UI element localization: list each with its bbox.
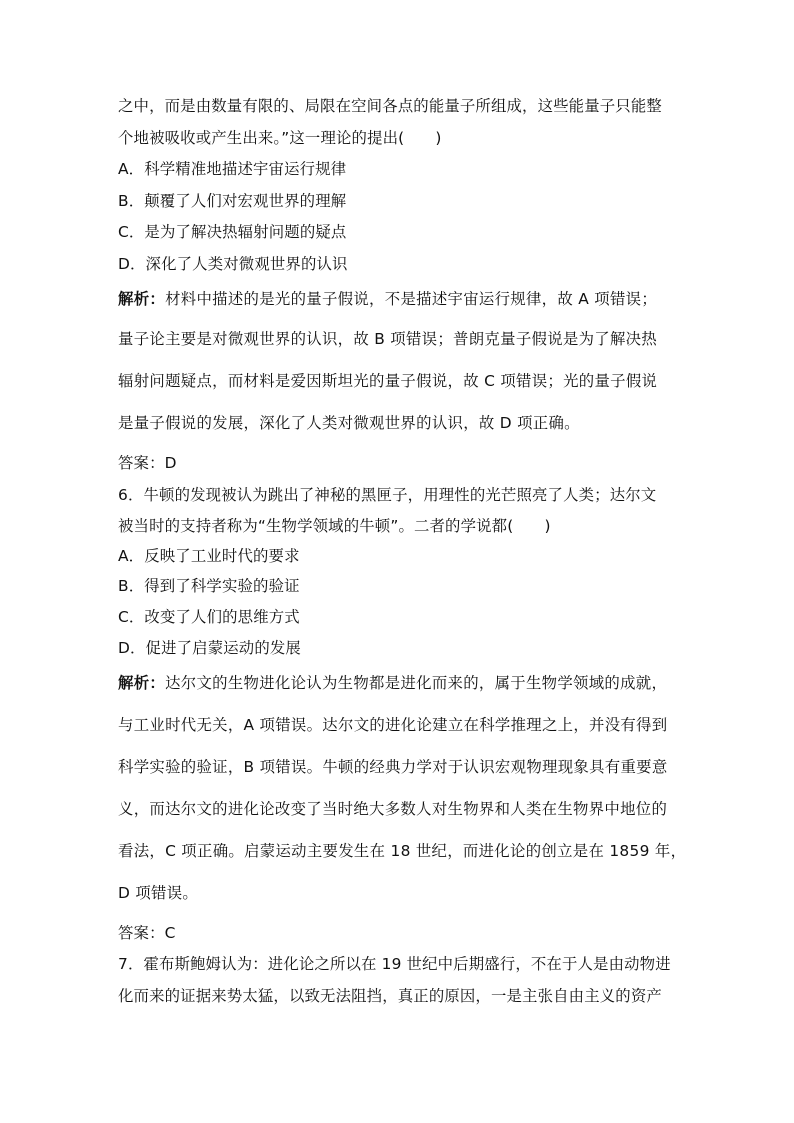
q5-explanation-label: 解析： [118,290,166,308]
q6-explanation-label: 解析： [118,674,166,692]
q6-option-a: A．反映了工业时代的要求 [118,547,300,565]
q5-explanation-line-1 [118,288,680,310]
q6-explanation-line-5: 看法，C 项正确。启蒙运动主要发生在 18 世纪，而进化论的创立是在 1859 年， [118,842,687,860]
q6-explanation-line-2: 与工业时代无关，A 项错误。达尔文的进化论建立在科学推理之上，并没有得到 [118,716,668,734]
q6-stem-line-2: 被当时的支持者称为“生物学领域的牛顿”。二者的学说都( ) [118,517,551,535]
q5-option-d: D．深化了人类对微观世界的认识 [118,255,348,273]
q6-explanation-line-6: D 项错误。 [118,884,199,902]
q7-stem-line-1: 7．霍布斯鲍姆认为：进化论之所以在 19 世纪中后期盛行，不在于人是由动物进 [118,955,671,973]
q5-explanation-line-4: 是量子假说的发展，深化了人类对微观世界的认识，故 D 项正确。 [118,414,580,432]
q5-explanation-text-1: 材料中描述的是光的量子假说，不是描述宇宙运行规律，故 A 项错误； [165,290,658,308]
q5-stem-line-2: 个地被吸收或产生出来。”这一理论的提出( ) [118,129,442,147]
q5-option-a: A．科学精准地描述宇宙运行规律 [118,160,347,178]
q6-explanation-line-3: 科学实验的验证，B 项错误。牛顿的经典力学对于认识宏观物理现象具有重要意 [118,758,668,776]
q5-explanation-line-3: 辐射问题疑点，而材料是爱因斯坦光的量子假说，故 C 项错误；光的量子假说 [118,372,658,390]
q5-answer: 答案：D [118,454,177,472]
q6-option-c: C．改变了人们的思维方式 [118,608,300,626]
q5-option-c: C．是为了解决热辐射问题的疑点 [118,223,347,241]
q6-option-d: D．促进了启蒙运动的发展 [118,639,301,657]
q6-explanation-line-1 [118,672,680,694]
q6-explanation-line-4: 义，而达尔文的进化论改变了当时绝大多数人对生物界和人类在生物界中地位的 [118,800,668,818]
q6-stem-line-1: 6．牛顿的发现被认为跳出了神秘的黑匣子，用理性的光芒照亮了人类；达尔文 [118,486,657,504]
q6-explanation-text-1: 达尔文的生物进化论认为生物都是进化而来的，属于生物学领域的成就， [165,674,668,692]
q6-answer: 答案：C [118,924,176,942]
q5-stem-line-1: 之中，而是由数量有限的、局限在空间各点的能量子所组成，这些能量子只能整 [118,97,662,115]
q5-explanation-line-2: 量子论主要是对微观世界的认识，故 B 项错误；普朗克量子假说是为了解决热 [118,330,658,348]
q7-stem-line-2: 化而来的证据来势太猛，以致无法阻挡，真正的原因，一是主张自由主义的资产 [118,987,662,1005]
q5-option-b: B．颠覆了人们对宏观世界的理解 [118,192,347,210]
q6-option-b: B．得到了科学实验的验证 [118,577,300,595]
